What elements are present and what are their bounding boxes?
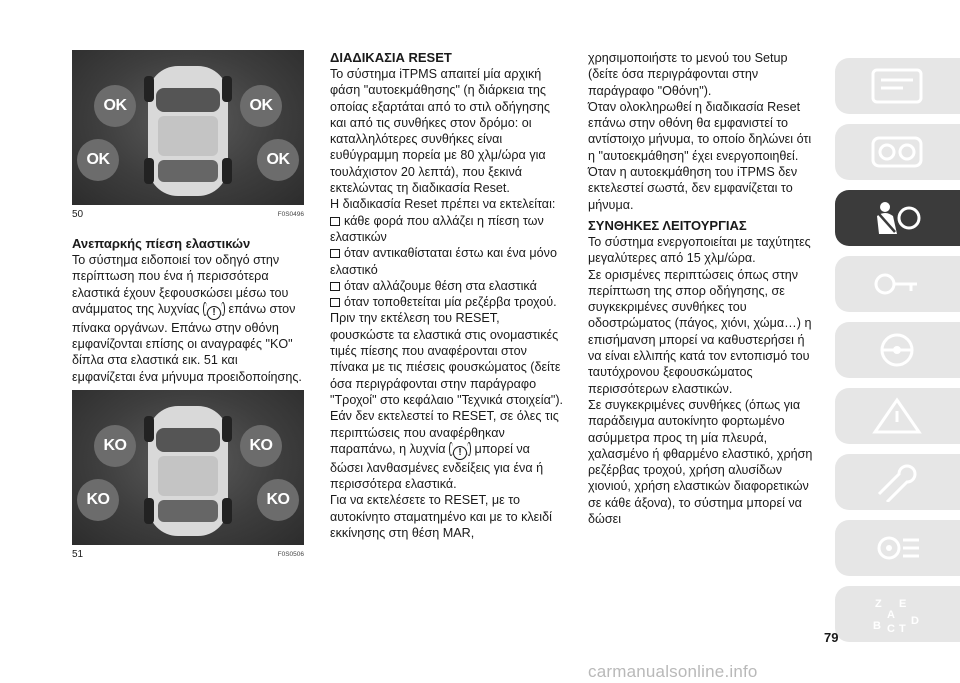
figure-ko-tires xyxy=(72,390,304,545)
figure-ok-tires xyxy=(72,50,304,205)
list-item: όταν αλλάζουμε θέση στα ελαστικά xyxy=(330,278,565,294)
text-segment: μπορεί να δώσει λανθασμένες ενδείξεις για ένα ή περισσότερα ελαστικά. xyxy=(330,441,544,492)
column-3 xyxy=(588,50,820,527)
tire-status-badge-rear-left: KO xyxy=(77,479,119,521)
car-top-view-image xyxy=(138,398,238,543)
technical-data-icon xyxy=(869,528,925,568)
tire-status-badge-rear-right: OK xyxy=(257,139,299,181)
paragraph-setup-menu: χρησιμοποιήστε το μενού του Setup (δείτε όσα περιγράφονται στην παράγραφο "Οθόνη"). xyxy=(588,51,788,98)
tire-status-badge-front-left: KO xyxy=(94,425,136,467)
paragraph-reset-intro: Το σύστημα iTPMS απαιτεί μία αρχική φάση "αυτοεκμάθησης" (η διάρκεια της οποίας εξαρτάται από το στιλ οδήγησης και από τις συνθήκες στον δρόμο: οι καταλληλότερες συνθήκες είναι ευθύγραμμη πορεία με 80 χλμ/ώρα για τουλάχιστον 20 λεπτά), που ξεκινά εκτελώντας τη διαδικασία Reset. xyxy=(330,67,550,196)
warning-triangle-icon xyxy=(869,396,925,436)
paragraph-reset-when: Η διαδικασία Reset πρέπει να εκτελείται: xyxy=(330,197,556,212)
tire-pressure-warning-icon: ! xyxy=(203,301,225,320)
tab-instrument-cluster[interactable] xyxy=(835,124,960,180)
index-letter: C xyxy=(887,623,895,634)
tire-status-badge-rear-right: KO xyxy=(257,479,299,521)
column-2 xyxy=(330,50,565,541)
figure-number: 51 xyxy=(72,548,84,560)
list-item: όταν αντικαθίσταται έστω και ένα μόνο ελαστικό xyxy=(330,246,557,277)
paragraph-reset-procedure: Για να εκτελέσετε το RESET, με το αυτοκίνητο σταματημένο και με το κλειδί εκκίνησης στη θέση MAR, xyxy=(330,493,552,541)
paragraph-reset-warning xyxy=(330,408,565,492)
paragraph-low-pressure xyxy=(72,252,304,385)
index-letter: E xyxy=(899,598,907,610)
tab-maintenance[interactable] xyxy=(835,454,960,510)
text-segment: Εάν δεν εκτελεστεί το RESET, σε όλες τις περιπτώσεις που αναφέρθηκαν παραπάνω, η λυχνία xyxy=(330,409,559,456)
paragraph-activation-speed: Το σύστημα ενεργοποιείται με ταχύτητες μεγαλύτερες από 15 χλμ/ώρα. xyxy=(588,234,811,266)
text-segment: Το σύστημα ειδοποιεί τον οδηγό στην περίπτωση που ένα ή περισσότερα ελαστικά έχουν ξεφουσκώσει μέσω του ανάμματος της λυχνίας xyxy=(72,253,289,316)
tab-index[interactable] xyxy=(835,586,960,642)
steering-wheel-icon xyxy=(869,330,925,370)
chapter-tabs xyxy=(835,58,960,652)
figure-caption xyxy=(72,206,304,224)
index-letter: T xyxy=(899,623,906,634)
tire-pressure-warning-icon: ! xyxy=(449,441,471,460)
paragraph-delayed-warning: Σε ορισμένες περιπτώσεις όπως στην περίπτωση της σπορ οδήγησης, σε συγκεκριμένες συνθήκες του οδοστρώματος (πάγος, χιόνι, χώμα…) η επισήμανση μπορεί να καθυστερήσει ή να είναι ελλιπής κατά τον εντοπισμό του ταυτόχρονου ξεφουσκώματος περισσότερων ελαστικών. xyxy=(588,267,812,396)
index-letter: B xyxy=(873,620,881,632)
section-heading-operating-conditions: ΣΥΝΘΗΚΕΣ ΛΕΙΤΟΥΡΓΙΑΣ xyxy=(588,217,747,233)
index-letter: Z xyxy=(875,598,882,610)
text-segment: επάνω στον πίνακα οργάνων. Επάνω στην οθόνη εμφανίζονται επίσης οι αναγραφές "KO" δίπλα στα ελαστικά εικ. 51 και εμφανίζεται ένα μήνυμα προειδοποίησης. xyxy=(72,301,302,384)
section-heading-low-pressure: Ανεπαρκής πίεση ελαστικών xyxy=(72,236,251,251)
figure-number: 50 xyxy=(72,208,84,220)
tire-status-badge-rear-left: OK xyxy=(77,139,119,181)
tire-status-badge-front-right: KO xyxy=(240,425,282,467)
checkbox-bullet-icon xyxy=(330,249,340,258)
tire-status-badge-front-right: OK xyxy=(240,85,282,127)
tire-status-badge-front-left: OK xyxy=(94,85,136,127)
reset-conditions-list xyxy=(330,213,565,409)
section-heading-reset: ΔΙΑΔΙΚΑΣΙΑ RESET xyxy=(330,50,452,65)
figure-caption xyxy=(72,546,304,564)
seatbelt-airbag-icon xyxy=(869,198,925,238)
checkbox-bullet-icon xyxy=(330,282,340,291)
page-number: 79 xyxy=(824,630,839,645)
checkbox-bullet-icon xyxy=(330,217,340,226)
tab-emergency[interactable] xyxy=(835,388,960,444)
figure-code: F0S0506 xyxy=(277,550,304,558)
instrument-cluster-icon xyxy=(869,132,925,172)
car-dashboard-icon xyxy=(869,66,925,106)
paragraph-reset-complete: Όταν ολοκληρωθεί η διαδικασία Reset επάνω στην οθόνη θα εμφανιστεί το αντίστοιχο μήνυμα, το οποίο δηλώνει ότι η "αυτοεκμάθηση" έχει ενεργοποιηθεί. xyxy=(588,99,812,163)
tab-technical-data[interactable] xyxy=(835,520,960,576)
car-top-view-image xyxy=(138,58,238,203)
key-ignition-icon xyxy=(869,264,925,304)
tab-starting-driving[interactable] xyxy=(835,256,960,312)
paragraph-learning-failed: Όταν η αυτοεκμάθηση του iTPMS δεν εκτελεστεί σωστά, δεν εμφανίζεται το μήνυμα. xyxy=(588,165,798,212)
tab-driving[interactable] xyxy=(835,322,960,378)
index-letter: D xyxy=(911,615,919,627)
figure-code: F0S0496 xyxy=(277,210,304,218)
wrench-car-icon xyxy=(869,462,925,502)
checkbox-bullet-icon xyxy=(330,298,340,307)
paragraph-special-conditions: Σε συγκεκριμένες συνθήκες (όπως για παράδειγμα αυτοκίνητο φορτωμένο ασύμμετρα προς τη μία πλευρά, χαλασμένο ή φθαρμένο ελαστικό, χρήση ρεζέρβας τροχού, χρήση αλυσίδων χιονιού, χρήση ελαστικών διαφορετικών σε κάθε άξονα), το σύστημα μπορεί να δώσει xyxy=(588,397,813,527)
index-letter: A xyxy=(887,609,895,621)
tab-car-dashboard[interactable] xyxy=(835,58,960,114)
watermark: carmanualsonline.info xyxy=(588,662,758,681)
column-1 xyxy=(72,50,304,564)
list-item: κάθε φορά που αλλάζει η πίεση των ελαστικών xyxy=(330,213,544,244)
index-letters-icon xyxy=(869,594,925,634)
tab-safety[interactable] xyxy=(835,190,960,246)
list-item: όταν τοποθετείται μία ρεζέρβα τροχού. Πριν την εκτέλεση του RESET, φουσκώστε τα ελαστικά στις ονομαστικές τιμές πίεσης που αναφέρονται στον πίνακα με τις πιέσεις φουσκώματος (δείτε όσα περιγράφονται στην παράγραφο "Τροχοί" στο κεφάλαιο "Τεχνικά στοιχεία"). xyxy=(330,295,564,407)
